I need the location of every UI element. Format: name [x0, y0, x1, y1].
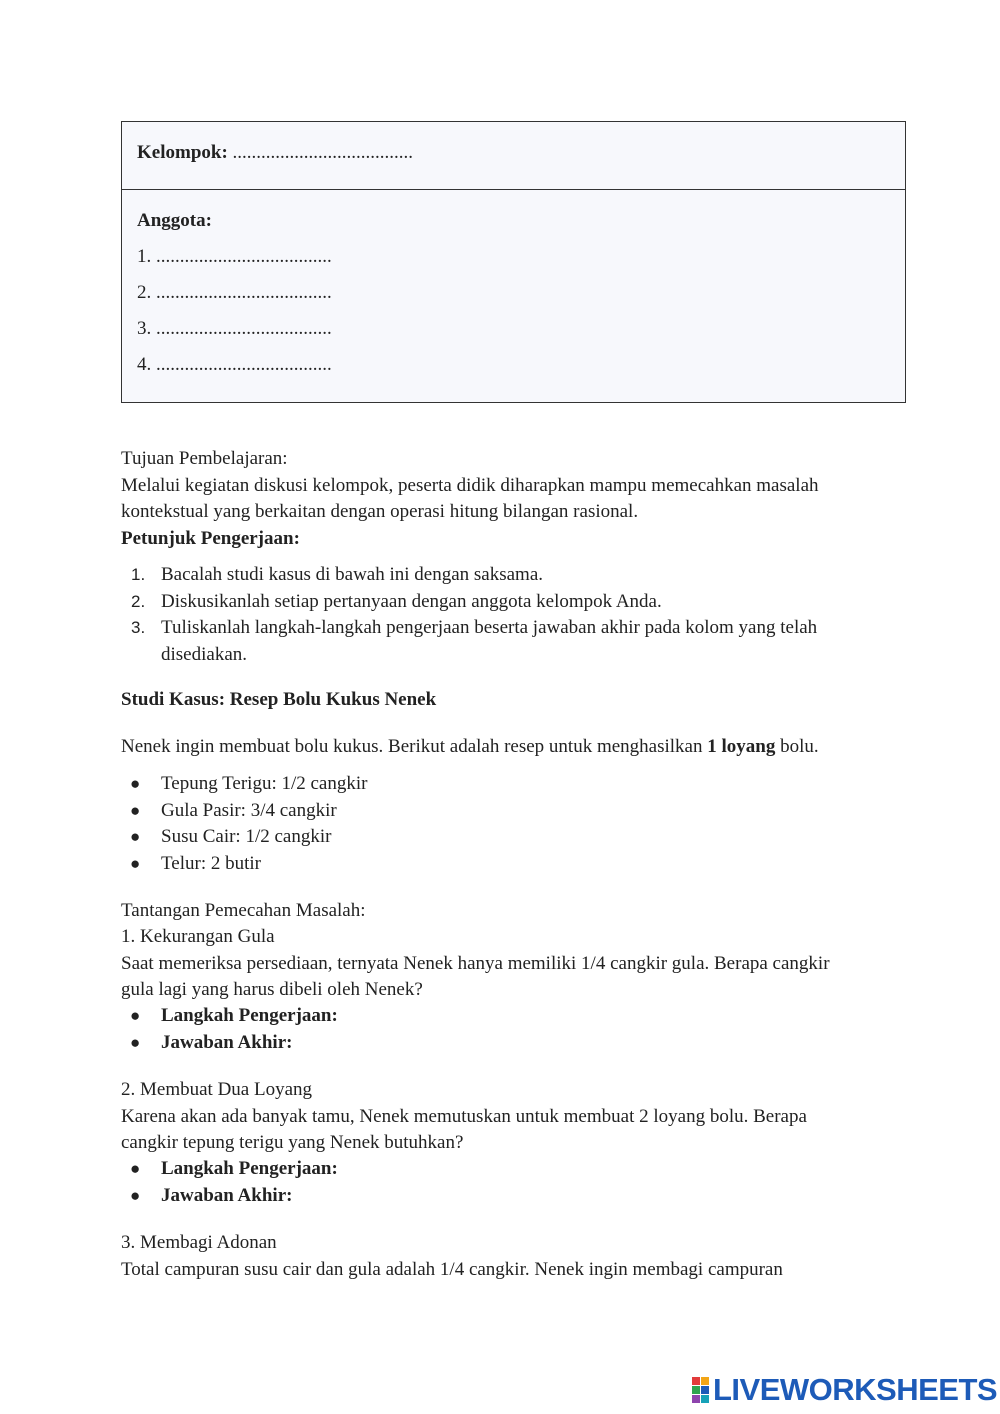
- item-text: Tuliskanlah langkah-langkah pengerjaan beserta jawaban akhir pada kolom yang telah: [161, 617, 818, 639]
- question-text: Saat memeriksa persediaan, ternyata Nenek hanya memiliki 1/4 cangkir gula. Berapa cangkir: [121, 953, 830, 974]
- item-text: Diskusikanlah setiap pertanyaan dengan anggota kelompok Anda.: [161, 590, 662, 612]
- case-study-title: Studi Kasus: Resep Bolu Kukus Nenek: [121, 689, 437, 710]
- list-item: ● Telur: 2 butir: [121, 851, 881, 878]
- list-item: [121, 562, 881, 589]
- item-text-continued: disediakan.: [161, 644, 248, 666]
- item-text: Bacalah studi kasus di bawah ini dengan saksama.: [161, 564, 544, 585]
- case-study-intro: Nenek ingin membuat bolu kukus. Berikut adalah resep untuk menghasilkan 1 loyang bolu.: [121, 736, 819, 757]
- members-label: Anggota:: [137, 210, 212, 231]
- list-item: ● Langkah Pengerjaan:: [121, 1156, 881, 1183]
- liveworksheets-logo[interactable]: [692, 1372, 997, 1408]
- item-number: 1.: [131, 565, 146, 584]
- objective-heading: Tujuan Pembelajaran:: [121, 448, 288, 469]
- list-item: ● Jawaban Akhir:: [121, 1030, 881, 1057]
- member-line: 4. .....................................: [137, 354, 332, 375]
- bullet-icon: ●: [130, 1032, 141, 1052]
- ingredients-list: [121, 771, 881, 878]
- instructions-list: [121, 562, 881, 669]
- list-item: [121, 589, 881, 616]
- question-title: 1. Kekurangan Gula: [121, 926, 275, 947]
- logo-text: LIVEWORKSHEETS: [713, 1372, 998, 1407]
- objective-line: Melalui kegiatan diskusi kelompok, peserta didik diharapkan mampu memecahkan masalah: [121, 475, 819, 496]
- group-blank: ......................................: [232, 142, 414, 163]
- question-text: cangkir tepung terigu yang Nenek butuhkan?: [121, 1132, 464, 1153]
- bullet-icon: ●: [130, 854, 141, 874]
- members-section: [122, 190, 905, 376]
- question-text: Karena akan ada banyak tamu, Nenek memutuskan untuk membuat 2 loyang bolu. Berapa: [121, 1106, 807, 1127]
- item-number: 2.: [131, 591, 146, 611]
- member-line: 1. .....................................: [137, 246, 332, 267]
- member-line: 3. .....................................: [137, 318, 332, 339]
- logo-square: [701, 1386, 709, 1394]
- q2-answer-list: [121, 1156, 881, 1209]
- list-item: ● Gula Pasir: 3/4 cangkir: [121, 798, 881, 825]
- group-label: Kelompok:: [137, 142, 228, 163]
- question-text: gula lagi yang harus dibeli oleh Nenek?: [121, 979, 423, 1000]
- list-item: ● Susu Cair: 1/2 cangkir: [121, 824, 881, 851]
- logo-mark-icon: [692, 1377, 709, 1403]
- member-line: 2. .....................................: [137, 282, 332, 303]
- bullet-icon: ●: [130, 827, 141, 847]
- bullet-icon: ●: [130, 774, 141, 793]
- logo-square: [692, 1395, 700, 1403]
- logo-square: [701, 1377, 709, 1385]
- q1-answer-list: [121, 1003, 881, 1056]
- question-text: Total campuran susu cair dan gula adalah 1/4 cangkir. Nenek ingin membagi campuran: [121, 1259, 783, 1280]
- question-title: 3. Membagi Adonan: [121, 1232, 277, 1253]
- objective-line: kontekstual yang berkaitan dengan operasi hitung bilangan rasional.: [121, 501, 639, 522]
- question-title: 2. Membuat Dua Loyang: [121, 1079, 313, 1100]
- item-number: 3.: [131, 618, 146, 638]
- list-item: ● Tepung Terigu: 1/2 cangkir: [121, 771, 881, 798]
- challenges-heading: Tantangan Pemecahan Masalah:: [121, 900, 366, 921]
- logo-square: [701, 1395, 709, 1403]
- list-item: ● Langkah Pengerjaan:: [121, 1003, 881, 1030]
- bullet-icon: ●: [130, 800, 141, 820]
- logo-square: [692, 1377, 700, 1385]
- list-item: [121, 615, 881, 668]
- intro-bold: 1 loyang: [707, 736, 776, 757]
- group-info-box: [121, 121, 906, 403]
- list-item: ● Jawaban Akhir:: [121, 1183, 881, 1210]
- group-row: [122, 122, 905, 190]
- logo-square: [692, 1386, 700, 1394]
- instructions-heading: Petunjuk Pengerjaan:: [121, 528, 300, 549]
- bullet-icon: ●: [130, 1006, 141, 1025]
- bullet-icon: ●: [130, 1185, 141, 1205]
- bullet-icon: ●: [130, 1159, 141, 1178]
